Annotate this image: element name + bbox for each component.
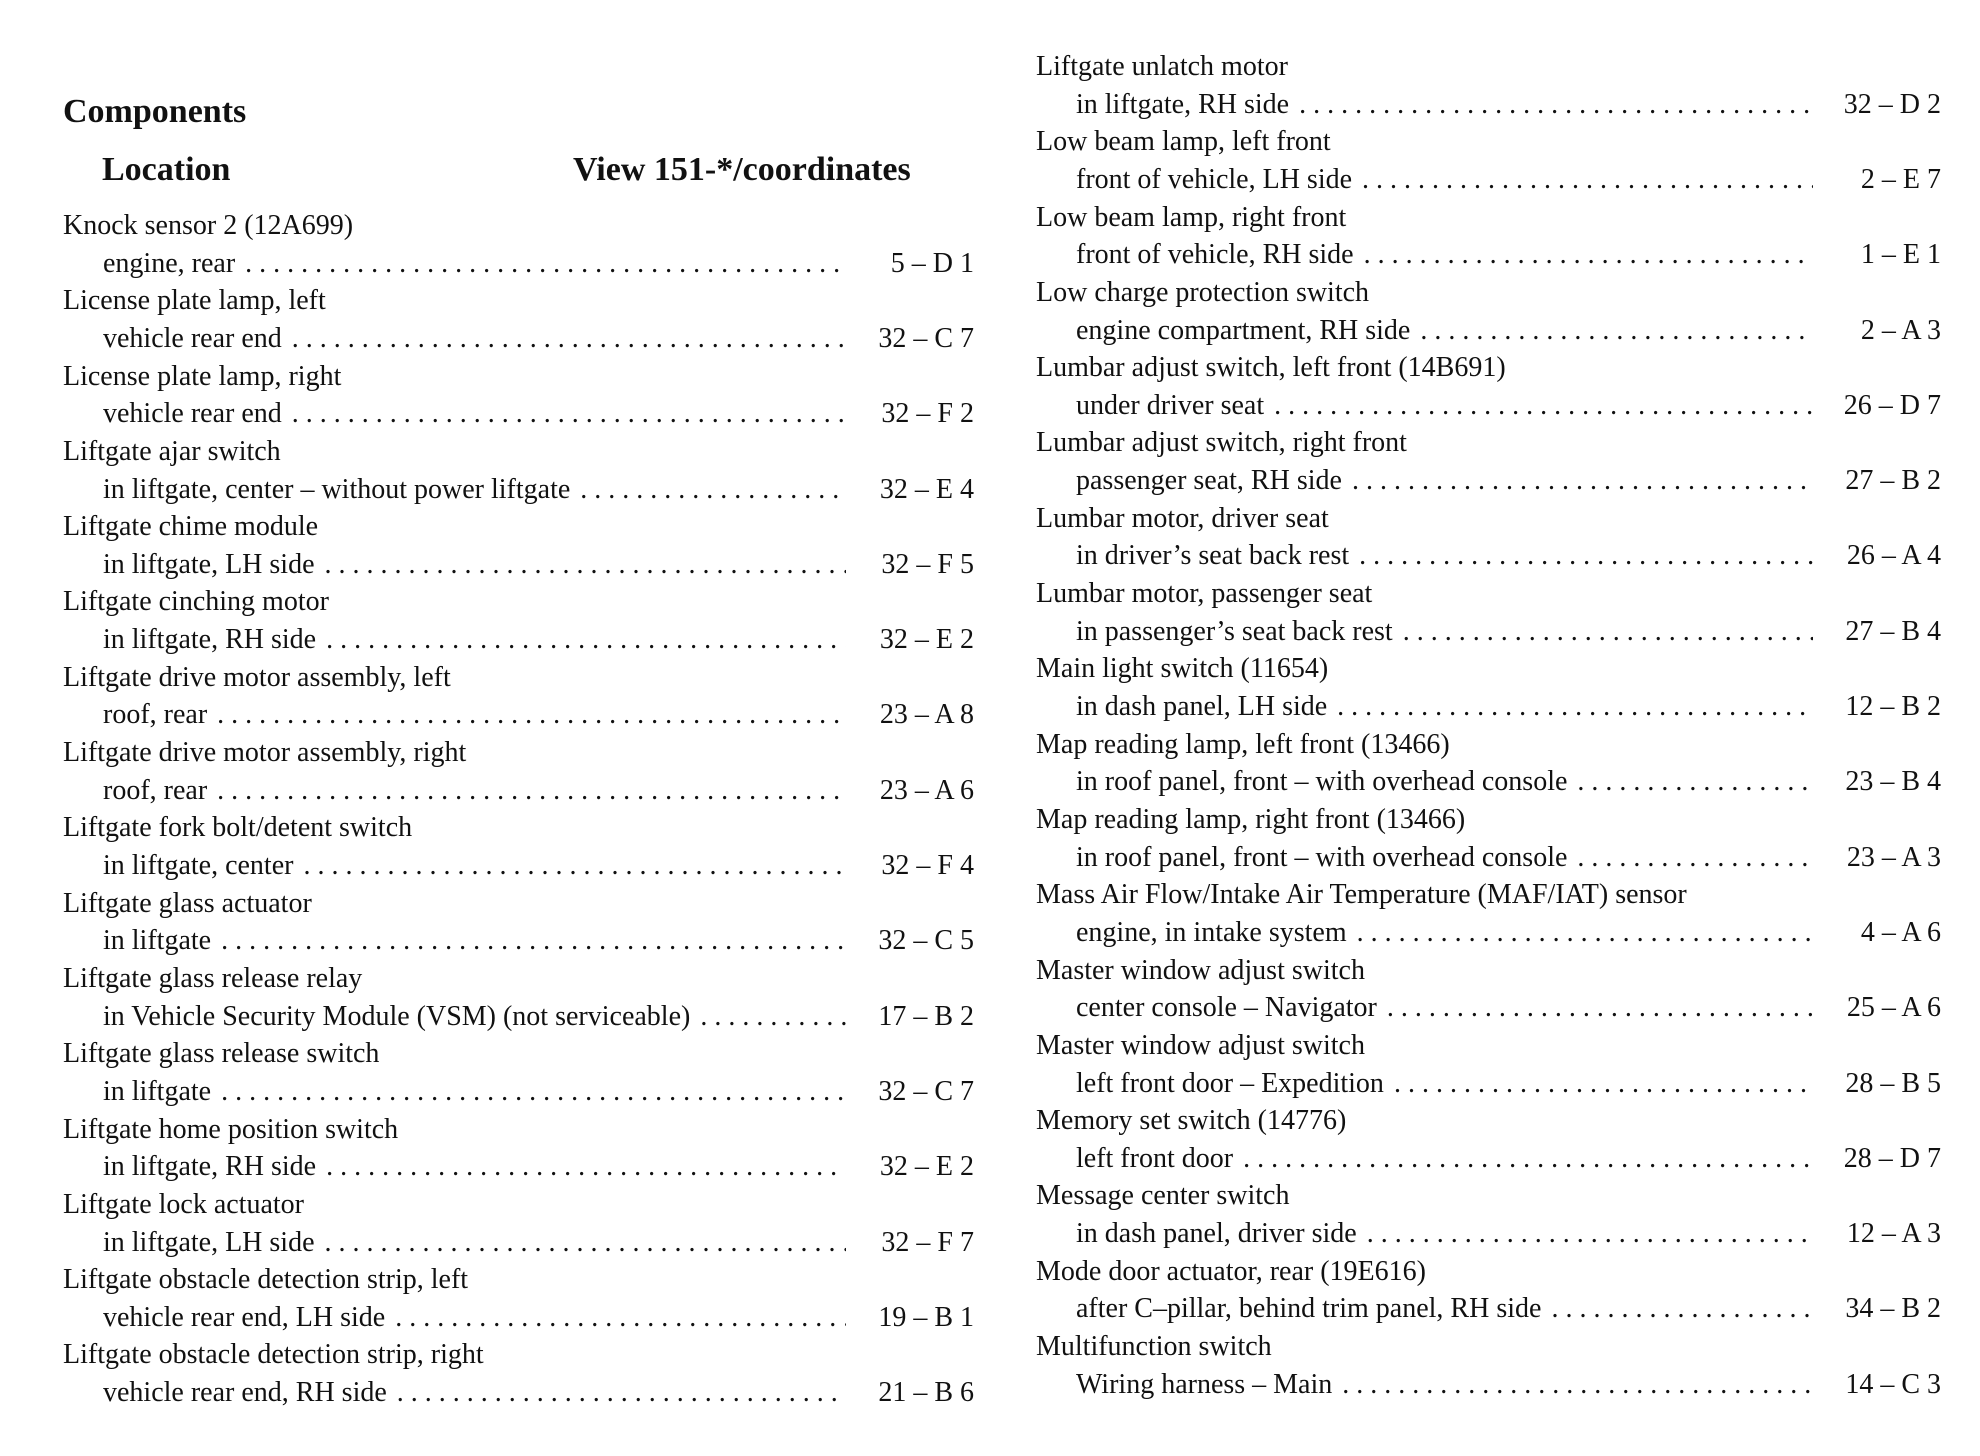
dot-leader	[1367, 1215, 1813, 1253]
component-location-row	[1036, 1290, 1941, 1328]
component-entry	[1036, 500, 1941, 575]
view-coordinate: 23 – A 6	[879, 774, 974, 806]
component-location: vehicle rear end	[103, 398, 282, 430]
component-location: in liftgate, RH side	[1076, 88, 1290, 120]
component-location-row	[1036, 688, 1941, 726]
component-location: vehicle rear end, LH side	[103, 1301, 386, 1333]
component-location: in passenger’s seat back rest	[1076, 615, 1393, 647]
component-location: in roof panel, front – with overhead console	[1076, 766, 1568, 798]
component-location-row	[1036, 989, 1941, 1027]
component-location: in dash panel, driver side	[1076, 1218, 1357, 1250]
dot-leader	[217, 772, 846, 810]
component-location: in liftgate	[103, 1075, 212, 1107]
component-name: Main light switch (11654)	[1036, 653, 1329, 685]
component-name: Message center switch	[1036, 1180, 1290, 1212]
component-entry	[1036, 801, 1941, 876]
component-location: in liftgate, LH side	[103, 548, 315, 580]
page-title: Components	[63, 93, 247, 130]
view-coordinate: 32 – F 7	[881, 1226, 974, 1258]
component-location: in driver’s seat back rest	[1076, 540, 1350, 572]
view-coordinate: 12 – B 2	[1845, 691, 1941, 723]
left-component-list	[63, 207, 974, 1412]
component-location-row	[1036, 462, 1941, 500]
dot-leader	[292, 320, 846, 358]
component-entry	[63, 1261, 974, 1336]
component-location-row	[63, 847, 974, 885]
dot-leader	[397, 1374, 846, 1412]
dot-leader	[395, 1299, 846, 1337]
dot-leader	[1243, 1140, 1813, 1178]
component-entry	[1036, 349, 1941, 424]
dot-leader	[325, 1224, 846, 1262]
view-coordinate: 4 – A 6	[1860, 916, 1941, 948]
component-name: Lumbar adjust switch, right front	[1036, 427, 1407, 459]
component-location: in dash panel, LH side	[1076, 691, 1328, 723]
dot-leader	[326, 621, 846, 659]
component-entry	[63, 1035, 974, 1110]
component-entry	[63, 885, 974, 960]
dot-leader	[1577, 763, 1813, 801]
dot-leader	[1299, 86, 1813, 124]
component-location-row	[63, 1224, 974, 1262]
dot-leader	[1364, 236, 1813, 274]
component-entry	[63, 1111, 974, 1186]
component-location-row	[1036, 1366, 1941, 1404]
component-name: Lumbar motor, passenger seat	[1036, 578, 1373, 610]
component-location: left front door	[1076, 1142, 1234, 1174]
view-coordinate: 32 – C 7	[878, 1075, 974, 1107]
dot-leader	[245, 245, 846, 283]
component-entry	[63, 1186, 974, 1261]
component-location-row	[63, 621, 974, 659]
dot-leader	[1551, 1290, 1813, 1328]
view-coordinate: 26 – D 7	[1843, 389, 1941, 421]
component-location-row	[1036, 613, 1941, 651]
component-location-row	[63, 696, 974, 734]
component-location: in Vehicle Security Module (VSM) (not serviceable)	[103, 1000, 691, 1032]
component-location: in liftgate, center – without power liftgate	[103, 473, 571, 505]
component-name: Liftgate lock actuator	[63, 1188, 304, 1220]
component-entry	[63, 1336, 974, 1411]
component-name: Map reading lamp, right front (13466)	[1036, 803, 1466, 835]
component-entry	[1036, 650, 1941, 725]
component-location-row	[63, 772, 974, 810]
dot-leader	[580, 471, 846, 509]
dot-leader	[1387, 989, 1813, 1027]
component-location: Wiring harness – Main	[1076, 1368, 1333, 1400]
component-location-row	[1036, 236, 1941, 274]
component-location-row	[63, 471, 974, 509]
view-coordinate: 23 – B 4	[1845, 766, 1941, 798]
component-name: Liftgate glass release relay	[63, 962, 363, 994]
component-name: Liftgate chime module	[63, 511, 319, 543]
dot-leader	[1394, 1065, 1813, 1103]
component-location: roof, rear	[103, 699, 208, 731]
view-coordinate: 32 – F 5	[881, 548, 974, 580]
view-coordinate: 32 – F 4	[881, 850, 974, 882]
component-location: in liftgate	[103, 925, 212, 957]
view-coordinate: 34 – B 2	[1845, 1293, 1941, 1325]
dot-leader	[221, 922, 846, 960]
component-location-row	[1036, 839, 1941, 877]
component-name: Map reading lamp, left front (13466)	[1036, 728, 1450, 760]
component-location: in liftgate, center	[103, 850, 294, 882]
view-coordinate: 32 – C 5	[878, 925, 974, 957]
component-location: under driver seat	[1076, 389, 1265, 421]
view-coordinate: 23 – A 3	[1846, 841, 1941, 873]
component-name: License plate lamp, right	[63, 360, 342, 392]
component-name: Master window adjust switch	[1036, 1029, 1365, 1061]
dot-leader	[326, 1148, 846, 1186]
component-name: Liftgate obstacle detection strip, left	[63, 1264, 469, 1296]
component-location: left front door – Expedition	[1076, 1067, 1384, 1099]
dot-leader	[1362, 161, 1813, 199]
component-name: Liftgate obstacle detection strip, right	[63, 1339, 484, 1371]
view-coordinates-column-header: View 151-*/coordinates	[573, 151, 911, 188]
view-coordinate: 23 – A 8	[879, 699, 974, 731]
component-name: Mass Air Flow/Intake Air Temperature (MAF/IAT) sensor	[1036, 879, 1687, 911]
component-location-row	[1036, 914, 1941, 952]
dot-leader	[1274, 387, 1813, 425]
view-coordinate: 32 – E 2	[879, 1151, 974, 1183]
component-entry	[63, 508, 974, 583]
component-location-row	[63, 245, 974, 283]
component-entry	[1036, 199, 1941, 274]
component-location-row	[1036, 537, 1941, 575]
location-column-header: Location	[102, 151, 231, 188]
view-coordinate: 27 – B 4	[1845, 615, 1941, 647]
component-name: Liftgate glass release switch	[63, 1038, 380, 1070]
component-location: in liftgate, RH side	[103, 624, 317, 656]
component-name: Liftgate fork bolt/detent switch	[63, 812, 413, 844]
component-name: Liftgate home position switch	[63, 1113, 399, 1145]
component-name: Liftgate cinching motor	[63, 586, 329, 618]
component-name: Multifunction switch	[1036, 1331, 1272, 1363]
component-location: vehicle rear end	[103, 322, 282, 354]
component-entry	[1036, 424, 1941, 499]
component-location: after C–pillar, behind trim panel, RH side	[1076, 1293, 1542, 1325]
view-coordinate: 26 – A 4	[1846, 540, 1941, 572]
component-entry	[1036, 274, 1941, 349]
view-coordinate: 28 – B 5	[1845, 1067, 1941, 1099]
dot-leader	[1337, 688, 1813, 726]
component-entry	[63, 960, 974, 1035]
view-coordinate: 32 – C 7	[878, 322, 974, 354]
view-coordinate: 1 – E 1	[1860, 239, 1941, 271]
dot-leader	[325, 546, 846, 584]
component-location: vehicle rear end, RH side	[103, 1377, 387, 1409]
view-coordinate: 12 – A 3	[1846, 1218, 1941, 1250]
component-name: Memory set switch (14776)	[1036, 1105, 1347, 1137]
view-coordinate: 17 – B 2	[878, 1000, 974, 1032]
component-location-row	[1036, 387, 1941, 425]
component-name: Liftgate drive motor assembly, left	[63, 661, 451, 693]
component-location: engine, rear	[103, 247, 236, 279]
component-entry	[1036, 726, 1941, 801]
component-name: Knock sensor 2 (12A699)	[63, 210, 354, 241]
dot-leader	[1577, 839, 1813, 877]
component-location: roof, rear	[103, 774, 208, 806]
component-location: front of vehicle, RH side	[1076, 239, 1354, 271]
component-location-row	[1036, 161, 1941, 199]
dot-leader	[700, 998, 846, 1036]
component-location: engine compartment, RH side	[1076, 314, 1411, 346]
dot-leader	[1342, 1366, 1813, 1404]
dot-leader	[303, 847, 846, 885]
view-coordinate: 32 – F 2	[881, 398, 974, 430]
component-location: in roof panel, front – with overhead console	[1076, 841, 1568, 873]
view-coordinate: 32 – E 4	[879, 473, 974, 505]
component-location-row	[63, 1148, 974, 1186]
view-coordinate: 19 – B 1	[878, 1301, 974, 1333]
component-entry	[1036, 952, 1941, 1027]
view-coordinate: 21 – B 6	[878, 1377, 974, 1409]
component-location-row	[63, 395, 974, 433]
component-location: in liftgate, RH side	[103, 1151, 317, 1183]
component-entry	[1036, 1102, 1941, 1177]
component-entry	[1036, 123, 1941, 198]
view-coordinate: 32 – E 2	[879, 624, 974, 656]
component-location-row	[1036, 312, 1941, 350]
component-entry	[63, 282, 974, 357]
component-location-row	[63, 546, 974, 584]
view-coordinate: 27 – B 2	[1845, 465, 1941, 497]
dot-leader	[221, 1073, 846, 1111]
component-entry	[63, 207, 974, 282]
component-location-row	[1036, 1140, 1941, 1178]
view-coordinate: 2 – E 7	[1860, 163, 1941, 195]
component-name: Lumbar adjust switch, left front (14B691)	[1036, 352, 1506, 384]
component-name: Liftgate unlatch motor	[1036, 51, 1288, 82]
component-location: center console – Navigator	[1076, 992, 1377, 1024]
component-location-row	[63, 1299, 974, 1337]
component-name: Liftgate ajar switch	[63, 435, 281, 467]
component-location: engine, in intake system	[1076, 916, 1347, 948]
component-location: passenger seat, RH side	[1076, 465, 1342, 497]
component-entry	[1036, 48, 1941, 123]
component-entry	[1036, 1027, 1941, 1102]
component-location-row	[63, 1374, 974, 1412]
dot-leader	[1352, 462, 1813, 500]
component-entry	[63, 583, 974, 658]
component-entry	[63, 659, 974, 734]
component-entry	[63, 358, 974, 433]
component-entry	[1036, 876, 1941, 951]
view-coordinate: 5 – D 1	[890, 247, 974, 279]
view-coordinate: 28 – D 7	[1843, 1142, 1941, 1174]
component-entry	[63, 809, 974, 884]
component-entry	[1036, 1328, 1941, 1403]
component-entry	[1036, 1177, 1941, 1252]
component-location: in liftgate, LH side	[103, 1226, 315, 1258]
component-location-row	[1036, 1215, 1941, 1253]
component-name: Low charge protection switch	[1036, 276, 1370, 308]
component-location-row	[1036, 763, 1941, 801]
component-location-row	[63, 320, 974, 358]
dot-leader	[1420, 312, 1813, 350]
view-coordinate: 2 – A 3	[1860, 314, 1941, 346]
component-location: front of vehicle, LH side	[1076, 163, 1353, 195]
view-coordinate: 14 – C 3	[1845, 1368, 1941, 1400]
component-location-row	[1036, 86, 1941, 124]
component-name: Low beam lamp, right front	[1036, 201, 1347, 233]
component-entry	[1036, 575, 1941, 650]
component-location-row	[1036, 1065, 1941, 1103]
component-name: Liftgate drive motor assembly, right	[63, 737, 467, 769]
component-entry	[63, 433, 974, 508]
component-entry	[1036, 1253, 1941, 1328]
component-location-row	[63, 922, 974, 960]
right-component-list	[1036, 48, 1941, 1403]
component-location-row	[63, 998, 974, 1036]
component-entry	[63, 734, 974, 809]
component-name: Low beam lamp, left front	[1036, 126, 1331, 158]
component-name: License plate lamp, left	[63, 285, 326, 317]
component-name: Lumbar motor, driver seat	[1036, 502, 1329, 534]
dot-leader	[1403, 613, 1813, 651]
component-location-row	[63, 1073, 974, 1111]
dot-leader	[1359, 537, 1813, 575]
component-name: Master window adjust switch	[1036, 954, 1365, 986]
dot-leader	[292, 395, 846, 433]
component-name: Liftgate glass actuator	[63, 887, 312, 919]
dot-leader	[217, 696, 846, 734]
view-coordinate: 25 – A 6	[1846, 992, 1941, 1024]
view-coordinate: 32 – D 2	[1843, 88, 1941, 120]
dot-leader	[1357, 914, 1813, 952]
component-name: Mode door actuator, rear (19E616)	[1036, 1255, 1426, 1287]
